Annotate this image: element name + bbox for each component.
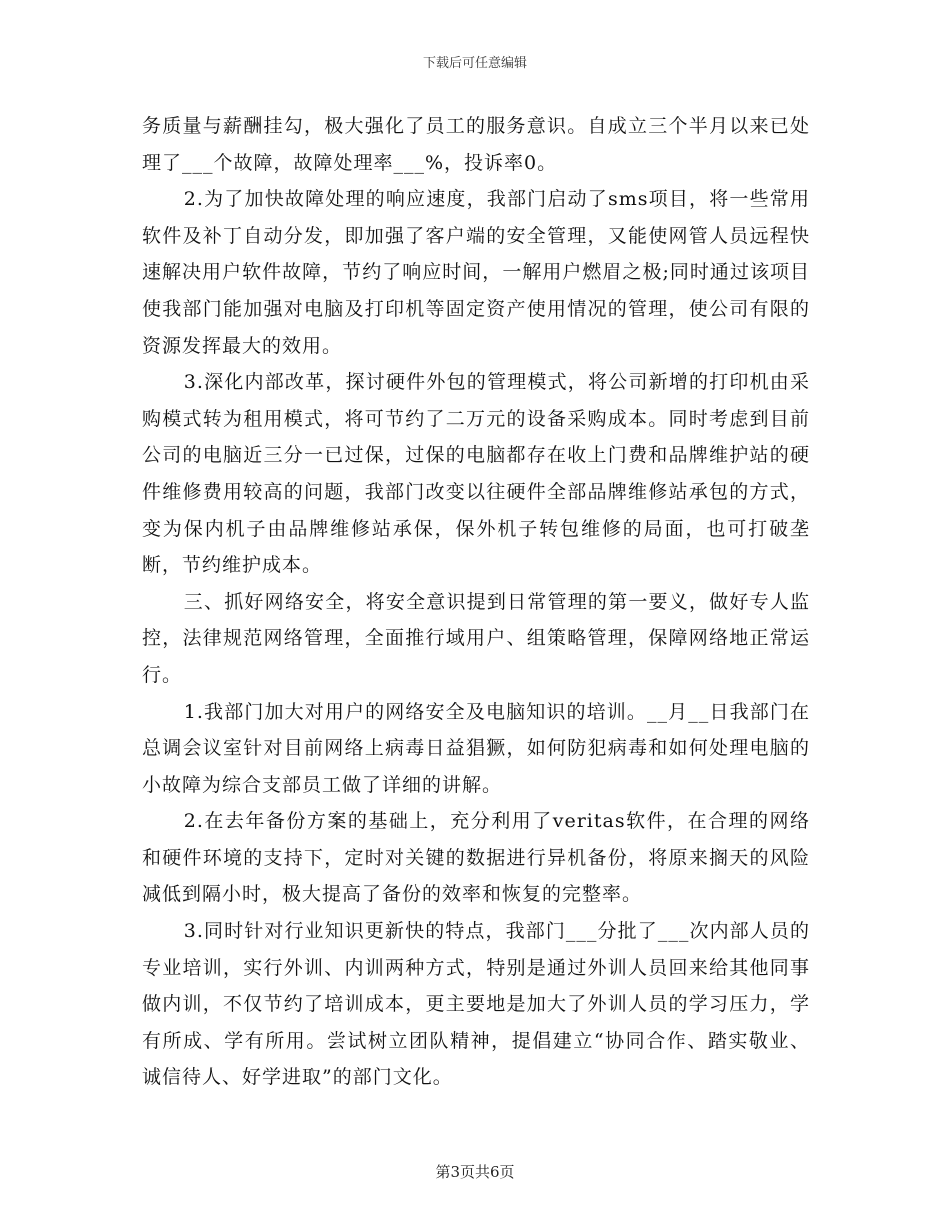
paragraph-sms-project: 2.为了加快故障处理的响应速度，我部门启动了sms项目，将一些常用软件及补丁自动分发，即加强了客户端的安全管理，又能使网管人员远程快速解决用户软件故障，节约了响应时间，一解用户燃眉之极;同时通过该项目使我部门能加强对电脑及打印机等固定资产使用情况的管理，使公司有限的资源发挥最大的效用。 xyxy=(142,188,810,357)
section-heading-network-security: 三、抓好网络安全，将安全意识提到日常管理的第一要义，做好专人监控，法律规范网络管理，全面推行域用户、组策略管理，保障网络地正常运行。 xyxy=(142,590,810,686)
paragraph-hardware-outsourcing: 3.深化内部改革，探讨硬件外包的管理模式，将公司新增的打印机由采购模式转为租用模式，将可节约了二万元的设备采购成本。同时考虑到目前公司的电脑近三分一已过保，过保的电脑都存在收上门费和品牌维护站的硬件维修费用较高的问题，我部门改变以往硬件全部品牌维修站承包的方式，变为保内机子由品牌维修站承保，保外机子转包维修的局面，也可打破垄断，节约维护成本。 xyxy=(142,371,810,577)
paragraph-backup-plan: 2.在去年备份方案的基础上，充分利用了veritas软件，在合理的网络和硬件环境的支持下，定时对关键的数据进行异机备份，将原来搁天的风险减低到隔小时，极大提高了备份的效率和恢复的完整率。 xyxy=(142,810,810,906)
paragraph-staff-training: 3.同时针对行业知识更新快的特点，我部门___分批了___次内部人员的专业培训，实行外训、内训两种方式，特别是通过外训人员回来给其他同事做内训，不仅节约了培训成本，更主要地是加大了外训人员的学习压力，学有所成、学有所用。尝试树立团队精神，提倡建立“协同合作、踏实敬业、诚信待人、好学进取”的部门文化。 xyxy=(142,920,810,1089)
page-number: 第3页共6页 xyxy=(435,1163,515,1181)
paragraph-security-training: 1.我部门加大对用户的网络安全及电脑知识的培训。__月__日我部门在总调会议室针对目前网络上病毒日益猖獗，如何防犯病毒和如何处理电脑的小故障为综合支部员工做了详细的讲解。 xyxy=(142,700,810,796)
page-header: 下载后可任意编辑 xyxy=(422,56,527,71)
paragraph-continuation: 务质量与薪酬挂勾，极大强化了员工的服务意识。自成立三个半月以来已处理了___个故障，故障处理率___%，投诉率0。 xyxy=(142,115,810,174)
document-body xyxy=(142,108,810,1096)
